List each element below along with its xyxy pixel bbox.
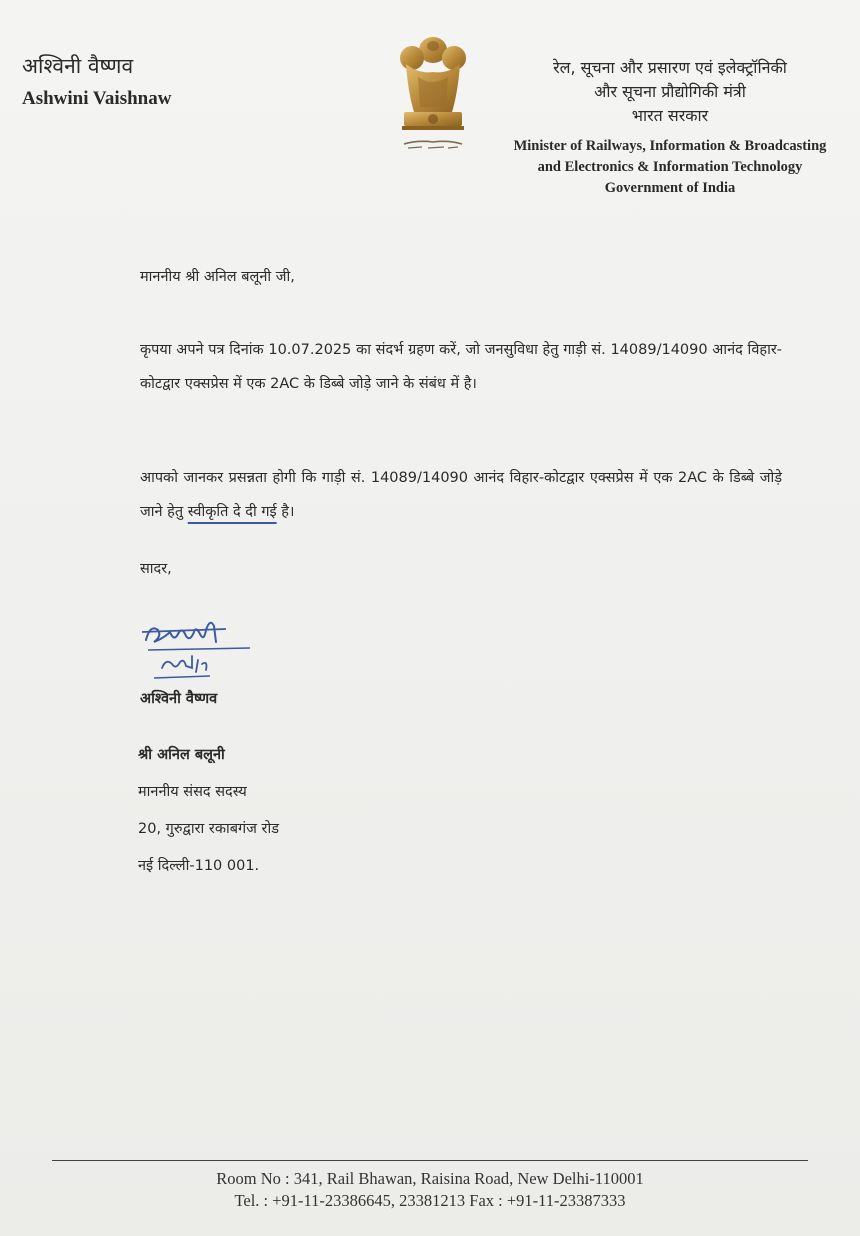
national-emblem-icon (388, 32, 478, 157)
recipient-address-block (138, 737, 279, 885)
paragraph-approval-text: आपको जानकर प्रसन्नता होगी कि गाड़ी सं. 14089/14090 आनंद विहार-कोटद्वार एक्सप्रेस में एक 2AC के डिब्बे जोड़े जाने हेतु (140, 470, 782, 520)
paragraph-approval (140, 461, 782, 529)
government-english: Government of India (604, 180, 736, 196)
footer-divider (52, 1160, 808, 1161)
recipient-address-line1: 20, गुरुद्वारा रकाबगंज रोड (138, 821, 279, 837)
minister-name-hindi: अश्विनी वैष्णव (22, 54, 134, 78)
footer-contact: Tel. : +91-11-23386645, 23381213 Fax : +91-11-23387333 (234, 1191, 626, 1210)
salutation: माननीय श्री अनिल बलूनी जी, (140, 269, 295, 285)
paragraph-approval-end: है। (276, 504, 295, 520)
recipient-address-line2: नई दिल्ली-110 001. (138, 858, 260, 874)
recipient-name: श्री अनिल बलूनी (138, 747, 225, 763)
footer (120, 1168, 740, 1212)
minister-name-english: Ashwini Vaishnaw (22, 88, 172, 109)
designation-english-line2: and Electronics & Information Technology (537, 159, 803, 175)
designation-hindi-line2: और सूचना प्रौद्योगिकी मंत्री (594, 82, 746, 101)
handwritten-signature (140, 612, 260, 684)
signatory-name: अश्विनी वैष्णव (140, 691, 218, 707)
paragraph-reference: कृपया अपने पत्र दिनांक 10.07.2025 का संदर्भ ग्रहण करें, जो जनसुविधा हेतु गाड़ी सं. 14089/14090 आनंद विहार-कोटद्वार एक्सप्रेस में एक 2AC के डिब्बे जोड़े जाने के संबंध में है। (140, 342, 782, 392)
closing: सादर, (140, 561, 172, 577)
designation-block (505, 56, 835, 199)
approval-highlight: स्वीकृति दे दी गई (187, 504, 277, 520)
designation-english-line1: Minister of Railways, Information & Broadcasting (513, 138, 827, 154)
recipient-title: माननीय संसद सदस्य (138, 784, 247, 800)
government-hindi: भारत सरकार (631, 106, 709, 125)
designation-hindi-line1: रेल, सूचना और प्रसारण एवं इलेक्ट्रॉनिकी (553, 58, 787, 77)
footer-address: Room No : 341, Rail Bhawan, Raisina Road, New Delhi-110001 (216, 1169, 644, 1188)
